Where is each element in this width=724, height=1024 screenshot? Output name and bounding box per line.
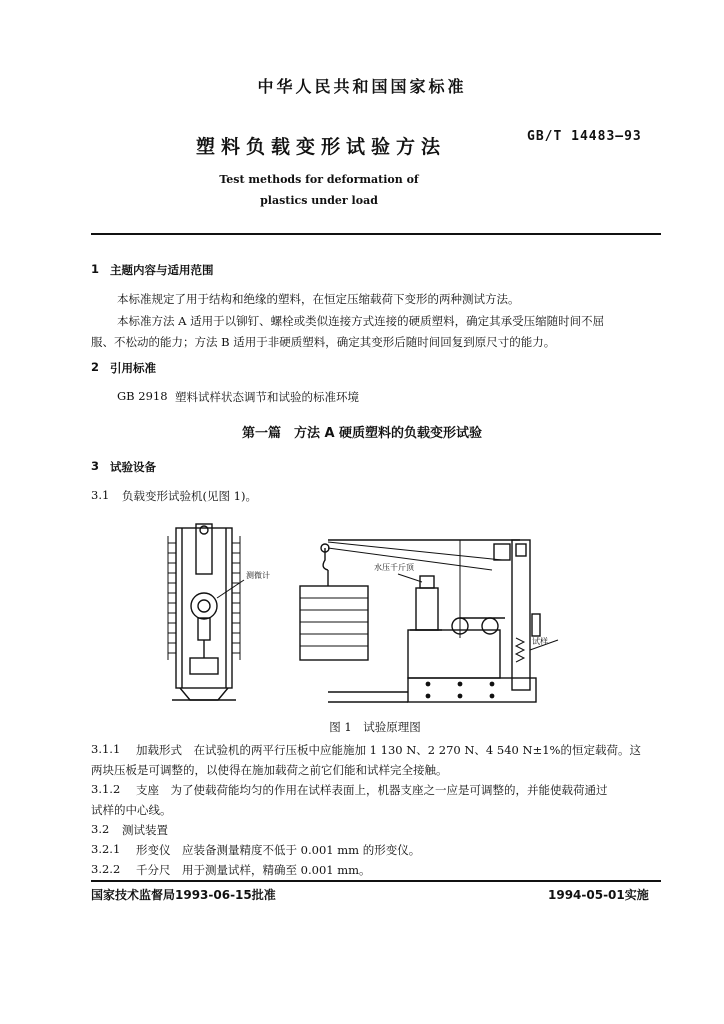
clause-3-1-1-number: 3.1.1 bbox=[91, 742, 121, 756]
standard-code: GB/T 14483—93 bbox=[527, 129, 642, 144]
figure-caption: 图 1 试验原理图 bbox=[329, 720, 421, 734]
standard-type: 中华人民共和国国家标准 bbox=[257, 77, 467, 96]
dial-gauge-assembly bbox=[168, 524, 244, 700]
section-1-heading: 主题内容与适用范围 bbox=[110, 263, 214, 277]
section-1-para1: 本标准规定了用于结构和绝缘的塑料，在恒定压缩载荷下变形的两种测试方法。 bbox=[117, 292, 520, 306]
section-2-number: 2 bbox=[91, 360, 100, 374]
figure-label-specimen: 试样 bbox=[532, 637, 548, 646]
section-3-number: 3 bbox=[91, 459, 100, 473]
effective-date: 1994-05-01实施 bbox=[548, 888, 649, 902]
clause-3-1-1-line1: 加载形式 在试验机的两平行压板中应能施加 1 130 N、2 270 N、4 540 N±1%的恒定载荷。这 bbox=[136, 743, 641, 757]
document-title: 塑料负载变形试验方法 bbox=[196, 136, 447, 158]
clause-3-2-1-number: 3.2.1 bbox=[91, 842, 121, 856]
header-rule bbox=[91, 233, 661, 235]
english-title-line2: plastics under load bbox=[260, 194, 378, 207]
clause-3-1-2-line2: 试样的中心线。 bbox=[91, 803, 172, 817]
hydraulic-press-assembly bbox=[300, 540, 558, 702]
clause-3-1-2-line1: 支座 为了使载荷能均匀的作用在试样表面上，机器支座之一应是可调整的，并能使载荷通过 bbox=[136, 783, 608, 797]
test-principle-figure bbox=[160, 518, 560, 713]
clause-3-2-1-text: 形变仪 应装备测量精度不低于 0.001 mm 的形变仪。 bbox=[136, 843, 421, 857]
english-title-line1: Test methods for deformation of bbox=[219, 173, 419, 186]
section-2-heading: 引用标准 bbox=[110, 361, 156, 375]
section-1-number: 1 bbox=[91, 262, 100, 276]
part-1-title: 第一篇 方法 A 硬质塑料的负载变形试验 bbox=[241, 426, 483, 441]
section-1-para2-line1: 本标准方法 A 适用于以铆钉、螺栓或类似连接方式连接的硬质塑料，确定其承受压缩随时间不屈 bbox=[117, 314, 605, 328]
clause-3-1-text: 负载变形试验机(见图 1)。 bbox=[122, 489, 257, 503]
section-1-para2-line2: 服、不松动的能力；方法 B 适用于非硬质塑料，确定其变形后随时间回复到原尺寸的能力。 bbox=[91, 335, 556, 349]
section-3-heading: 试验设备 bbox=[110, 460, 156, 474]
clause-3-1-1-line2: 两块压板是可调整的，以使得在施加载荷之前它们能和试样完全接触。 bbox=[91, 763, 448, 777]
clause-3-2-2-number: 3.2.2 bbox=[91, 862, 121, 876]
footer-rule bbox=[91, 880, 661, 882]
clause-3-2-number: 3.2 bbox=[91, 822, 110, 836]
reference-title: 塑料试样状态调节和试验的标准环境 bbox=[175, 390, 359, 404]
clause-3-2-text: 测试装置 bbox=[122, 823, 168, 837]
clause-3-1-number: 3.1 bbox=[91, 488, 110, 502]
figure-label-dial: 测微计 bbox=[246, 571, 270, 580]
reference-code: GB 2918 bbox=[117, 389, 168, 403]
clause-3-2-2-text: 千分尺 用于测量试样，精确至 0.001 mm。 bbox=[136, 863, 371, 877]
approval-date: 国家技术监督局1993-06-15批准 bbox=[91, 888, 276, 902]
figure-label-jack: 水压千斤顶 bbox=[374, 563, 414, 572]
clause-3-1-2-number: 3.1.2 bbox=[91, 782, 121, 796]
